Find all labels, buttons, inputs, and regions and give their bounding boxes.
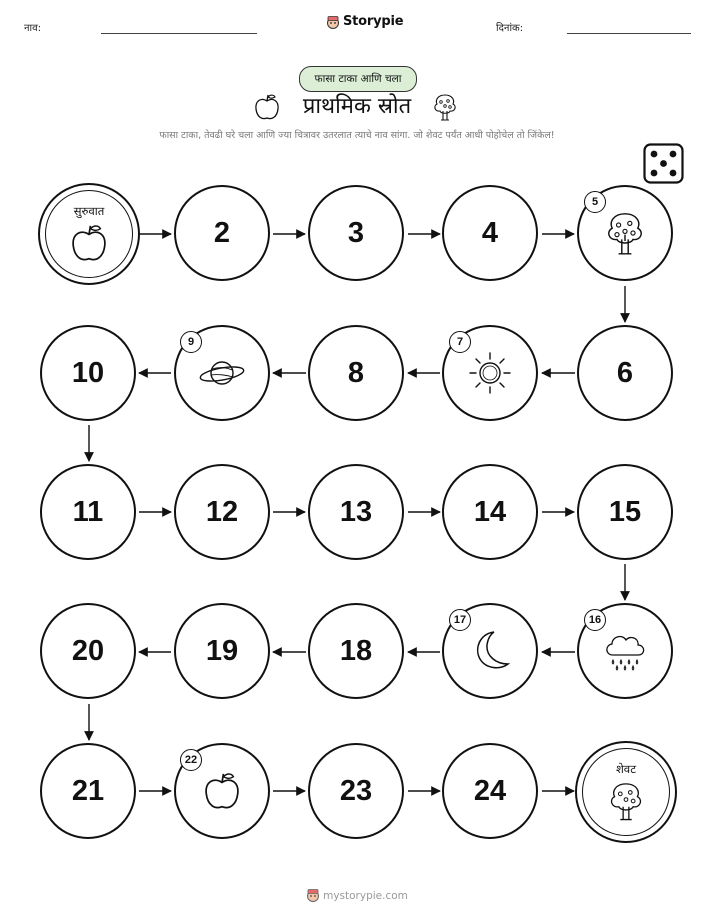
apple-icon [69, 221, 109, 265]
board-cell-19 [174, 603, 270, 699]
board-cell-10 [40, 325, 136, 421]
cell-number: 2 [213, 216, 231, 249]
board-cell-12 [174, 464, 270, 560]
cell-number: 19 [205, 634, 239, 667]
board-cell-20 [40, 603, 136, 699]
board-cell-8 [308, 325, 404, 421]
cell-number: 11 [72, 495, 104, 528]
board-cell-4 [442, 185, 538, 281]
board-cell-3 [308, 185, 404, 281]
cell-number: 6 [616, 356, 634, 389]
board-cell-6 [577, 325, 673, 421]
board-cell-14 [442, 464, 538, 560]
board-cell-2 [174, 185, 270, 281]
moon-icon [468, 628, 512, 674]
board-cell-11 [40, 464, 136, 560]
apple-icon [202, 769, 242, 813]
board-cell-18 [308, 603, 404, 699]
cell-badge-9: 9 [180, 331, 202, 353]
board-cell-13 [308, 464, 404, 560]
cell-badge-22: 22 [180, 749, 202, 771]
cell-number: 24 [473, 774, 507, 807]
start-cell [38, 183, 140, 285]
cell-number: 10 [71, 356, 105, 389]
cell-badge-16: 16 [584, 609, 606, 631]
cell-number: 13 [339, 495, 373, 528]
date-label: दिनांक: [496, 23, 524, 34]
footer-site[interactable]: mystorypie.com [323, 890, 408, 902]
board-cell-23 [308, 743, 404, 839]
page-title-text: प्राथमिक स्रोत [302, 94, 412, 119]
cell-number: 14 [473, 495, 507, 528]
cell-number: 15 [608, 495, 642, 528]
cell-number: 20 [71, 634, 105, 667]
sun-icon [467, 350, 513, 396]
cell-number: 3 [347, 216, 365, 249]
end-label: शेवट [615, 761, 636, 776]
tree-icon [606, 779, 646, 823]
cell-number: 23 [339, 774, 373, 807]
storypie-mascot-icon [306, 888, 320, 902]
brand-name: Storypie [343, 14, 404, 29]
name-label: नाव: [24, 23, 42, 34]
game-tag: फासा टाका आणि चला [299, 66, 417, 92]
cell-number: 21 [71, 774, 105, 807]
start-label: सुरुवात [73, 203, 105, 218]
rain-cloud-icon [601, 629, 649, 673]
cell-number: 8 [347, 356, 365, 389]
tree-icon [602, 209, 648, 257]
footer [0, 888, 714, 902]
board-cell-21 [40, 743, 136, 839]
cell-number: 18 [339, 634, 373, 667]
cell-number: 4 [481, 216, 499, 249]
cell-badge-7: 7 [449, 331, 471, 353]
board-cell-24 [442, 743, 538, 839]
cell-number: 12 [205, 495, 239, 528]
end-cell [575, 741, 677, 843]
instructions: फासा टाका, तेवढी घरे चला आणि ज्या चित्रावर उतरलात त्याचे नाव सांगा. जो शेवट पर्यंत आधी पोहोचेल तो जिंकेल! [159, 130, 555, 141]
cell-badge-5: 5 [584, 191, 606, 213]
planet-icon [198, 353, 246, 393]
cell-badge-17: 17 [449, 609, 471, 631]
board-cell-15 [577, 464, 673, 560]
